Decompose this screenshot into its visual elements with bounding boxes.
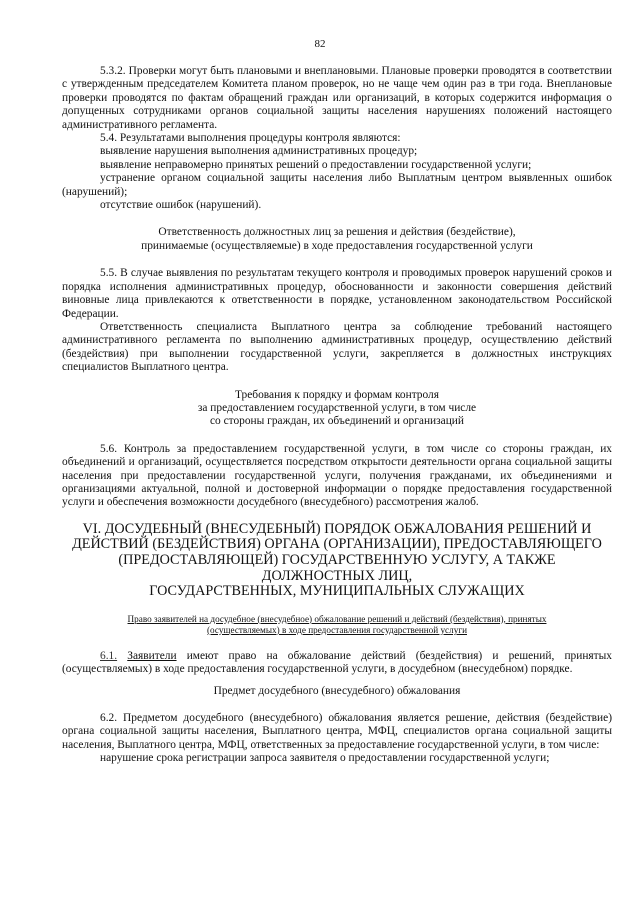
paragraph-6-1 (62, 650, 612, 677)
list-item: устранение органом социальной защиты населения либо Выплатным центром выявленных ошибок (нарушений); (62, 172, 612, 198)
rights-heading-line-1: Право заявителей на досудебное (внесудебное) обжалование решений и действий (бездействия), принятых (127, 613, 547, 624)
paragraph-5-5: 5.5. В случае выявления по результатам текущего контроля и проводимых проверок нарушений сроков и порядка исполнения административных процедур, обоснованности и законности совершения действий виновные лица привлекаются к ответственности в порядке, установленном законодательством Российской Федерации. (62, 267, 612, 320)
list-item: выявление неправомерно принятых решений о предоставлении государственной услуги; (100, 158, 532, 171)
paragraph-5-4: 5.4. Результатами выполнения процедуры контроля являются: (100, 132, 401, 145)
section-vi-title-line-4: ГОСУДАРСТВЕННЫХ, МУНИЦИПАЛЬНЫХ СЛУЖАЩИХ (149, 583, 525, 600)
rights-heading-line-2: (осуществляемых) в ходе предоставления государственной услуги (207, 624, 467, 635)
paragraph-6-1-number: 6.1. (100, 649, 118, 662)
paragraph-5-5-responsibility: Ответственность специалиста Выплатного центра за соблюдение требований настоящего административного регламента по выполнению административных процедур, осуществлению действий (бездействия) при выполнении государственной услуги, закрепляется в должностных инструкциях специалистов Выплатного центра. (62, 320, 612, 374)
section-vi-title-line-1: VI. ДОСУДЕБНЫЙ (ВНЕСУДЕБНЫЙ) ПОРЯДОК ОБЖАЛОВАНИЯ РЕШЕНИЙ И (82, 520, 592, 537)
paragraph-5-6: 5.6. Контроль за предоставлением государственной услуги, в том числе со стороны граждан, их объединений и организаций, осуществляется посредством открытости деятельности органа социальной защиты населения при предоставлении государственной услуги, получения гражданами, их объединениями и организациями актуальной, полной и достоверной информации о порядке предоставления государственной услуги и обеспечения возможности досудебного (внесудебного) рассмотрения жалоб. (62, 442, 612, 509)
heading-requirements-line-3: со стороны граждан, их объединений и организаций (209, 415, 464, 428)
section-vi-title-line-2: ДЕЙСТВИЙ (БЕЗДЕЙСТВИЯ) ОРГАНА (ОРГАНИЗАЦИИ), ПРЕДОСТАВЛЯЮЩЕГО (72, 536, 602, 553)
page-number: 82 (314, 38, 326, 50)
list-item: отсутствие ошибок (нарушений). (100, 199, 262, 212)
list-item: выявление нарушения выполнения административных процедур; (100, 145, 418, 158)
paragraph-6-1-applicants: Заявители (127, 649, 177, 662)
document-body (62, 65, 612, 766)
heading-responsibility-line-1: Ответственность должностных лиц за решения и действия (бездействие), (158, 226, 516, 239)
paragraph-5-3-2: 5.3.2. Проверки могут быть плановыми и внеплановыми. Плановые проверки проводятся в соответствии с утвержденным председателем Комитета планом проверок, но не чаще чем один раз в три года. Внеплановые проверки проводятся по фактам обращений граждан или организаций, в которых содержится информация о допущенных сотрудниками органов социальной защиты населения нарушениях положений настоящего административного регламента. (62, 65, 612, 131)
heading-requirements-line-2: за предоставлением государственной услуги, в том числе (197, 401, 477, 414)
paragraph-6-2: 6.2. Предметом досудебного (внесудебного) обжалования является решение, действия (бездействие) органа социальной защиты населения, Выплатного центра, МФЦ, специалистов органа социальной защиты населения, Выплатного центра, МФЦ, ответственных за предоставление государственной услуги, в том числе: (62, 711, 612, 751)
heading-subject-of-appeal: Предмет досудебного (внесудебного) обжалования (213, 684, 461, 697)
list-item: нарушение срока регистрации запроса заявителя о предоставлении государственной услуги; (100, 752, 550, 765)
paragraph-6-1-text: имеют право на обжалование действий (бездействия) и решений, принятых (осуществляемых) в ходе предоставления государственной услуги, в досудебном (внесудебном) порядке. (62, 649, 612, 676)
heading-requirements-line-1: Требования к порядку и формам контроля (235, 388, 439, 401)
heading-responsibility-line-2: принимаемые (осуществляемые) в ходе предоставления государственной услуги (141, 239, 533, 252)
section-vi-title-line-3: (ПРЕДОСТАВЛЯЮЩЕЙ) ГОСУДАРСТВЕННУЮ УСЛУГУ, А ТАКЖЕ ДОЛЖНОСТНЫХ ЛИЦ, (118, 551, 556, 584)
